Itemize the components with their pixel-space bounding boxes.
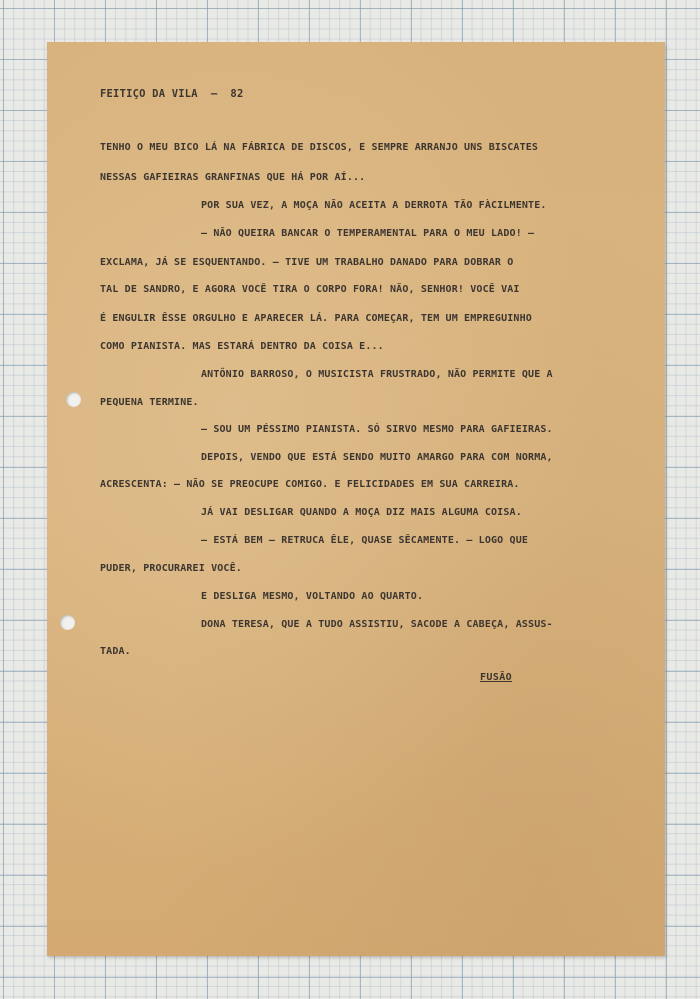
text-line: POR SUA VEZ, A MOÇA NÃO ACEITA A DERROTA TÃO FÀCILMENTE. [201,200,547,211]
text-line: TAL DE SANDRO, E AGORA VOCÊ TIRA O CORPO FORA! NÃO, SENHOR! VOCÊ VAI [100,284,520,295]
text-line: DONA TERESA, QUE A TUDO ASSISTIU, SACODE A CABEÇA, ASSUS- [201,619,553,630]
punch-hole [60,615,75,630]
text-line: TADA. [100,646,131,657]
text-line: É ENGULIR ÊSSE ORGULHO E APARECER LÁ. PARA COMEÇAR, TEM UM EMPREGUINHO [100,313,532,324]
text-line: PUDER, PROCURAREI VOCÊ. [100,563,242,574]
transition-note: FUSÃO [480,672,513,683]
punch-hole [66,392,81,407]
page-header: FEITIÇO DA VILA — 82 [100,88,244,100]
text-line: COMO PIANISTA. MAS ESTARÁ DENTRO DA COISA E... [100,341,384,352]
text-line: ACRESCENTA: — NÃO SE PREOCUPE COMIGO. E FELICIDADES EM SUA CARREIRA. [100,479,520,490]
text-line: TENHO O MEU BICO LÁ NA FÁBRICA DE DISCOS, E SEMPRE ARRANJO UNS BISCATES [100,142,539,153]
text-line: EXCLAMA, JÁ SE ESQUENTANDO. — TIVE UM TRABALHO DANADO PARA DOBRAR O [100,257,514,268]
text-line: ANTÔNIO BARROSO, O MUSICISTA FRUSTRADO, NÃO PERMITE QUE A [201,369,553,380]
text-line: — ESTÁ BEM — RETRUCA ÊLE, QUASE SÊCAMENTE. — LOGO QUE [201,535,529,546]
text-line: PEQUENA TERMINE. [100,397,199,408]
text-line: JÁ VAI DESLIGAR QUANDO A MOÇA DIZ MAIS ALGUMA COISA. [201,507,522,518]
text-line: — NÃO QUEIRA BANCAR O TEMPERAMENTAL PARA O MEU LADO! — [201,228,535,239]
text-line: DEPOIS, VENDO QUE ESTÁ SENDO MUITO AMARGO PARA COM NORMA, [201,452,553,463]
text-line: NESSAS GAFIEIRAS GRANFINAS QUE HÁ POR AÍ... [100,172,366,183]
text-line: E DESLIGA MESMO, VOLTANDO AO QUARTO. [201,591,424,602]
text-line: — SOU UM PÉSSIMO PIANISTA. SÓ SIRVO MESMO PARA GAFIEIRAS. [201,424,553,435]
